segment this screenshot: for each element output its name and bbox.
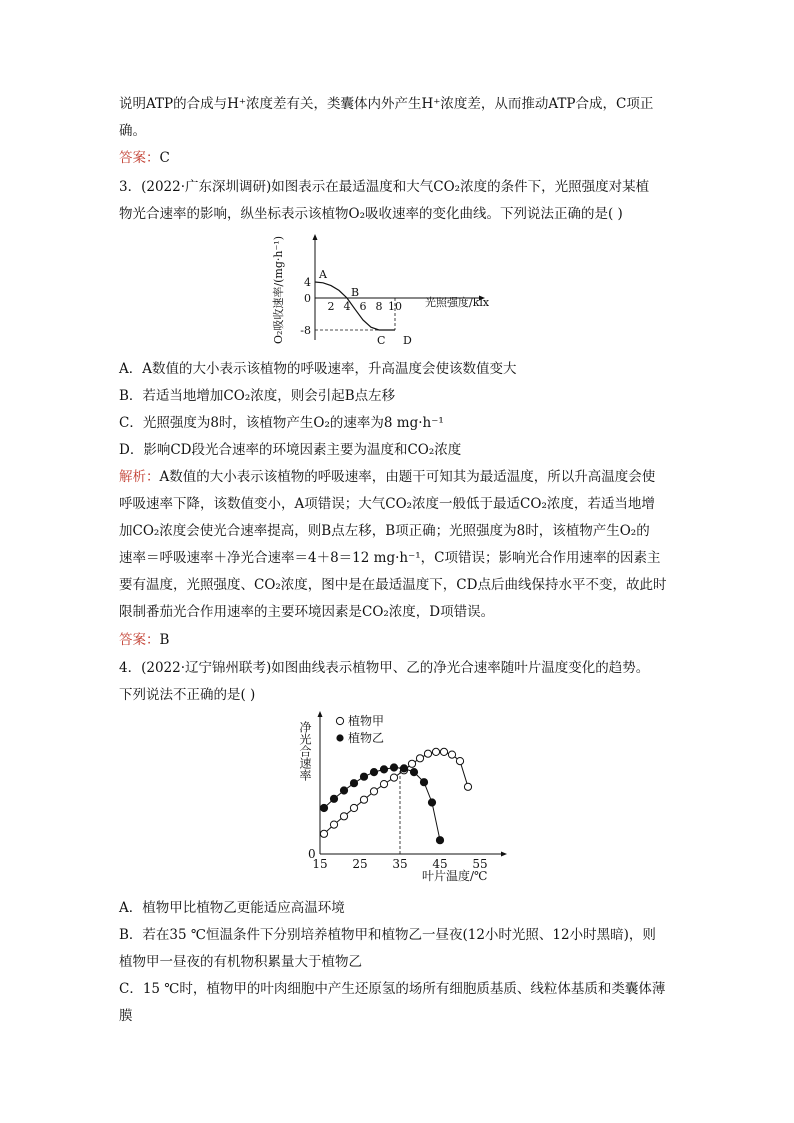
- y-tick-label: 4: [304, 276, 311, 289]
- data-point-jia: [440, 748, 447, 755]
- option-c: C．15 ℃时，植物甲的叶肉细胞中产生还原氢的场所有细胞质基质、线粒体基质和类囊体薄: [119, 981, 666, 997]
- legend-item-jia: 植物甲: [348, 714, 385, 728]
- question-3-stem: 物光合速率的影响，纵坐标表示该植物O₂吸收速率的变化曲线。下列说法正确的是( ): [119, 206, 623, 222]
- point-label-b: B: [351, 286, 360, 299]
- x-tick-label: 6: [359, 300, 367, 313]
- analysis-text: A数值的大小表示该植物的呼吸速率，由题干可知其为最适温度，所以升高温度会使: [159, 469, 656, 485]
- point-label-c: C: [377, 334, 386, 347]
- text-line: 确。: [119, 123, 146, 139]
- data-point-yi: [380, 766, 387, 773]
- answer-value: B: [159, 632, 170, 648]
- y-tick-label: -8: [300, 324, 311, 337]
- data-point-jia: [456, 758, 463, 765]
- x-axis-label: 叶片温度/℃: [422, 869, 488, 883]
- data-point-jia: [390, 774, 397, 781]
- data-point-yi: [436, 837, 443, 844]
- option-b: B．若适当地增加CO₂浓度，则会引起B点左移: [119, 388, 396, 404]
- data-point-jia: [424, 750, 431, 757]
- data-point-jia: [360, 796, 367, 803]
- option-d: D．影响CD段光合速率的环境因素主要为温度和CO₂浓度: [119, 442, 462, 458]
- data-point-jia: [408, 760, 415, 767]
- data-point-jia: [320, 830, 327, 837]
- text-line: 说明ATP的合成与H⁺浓度差有关，类囊体内外产生H⁺浓度差，从而推动ATP合成，C项正: [119, 96, 654, 112]
- analysis-line: 呼吸速率下降，该数值变小，A项错误；大气CO₂浓度一般低于最适CO₂浓度，若适当地增: [119, 496, 655, 512]
- data-point-yi: [340, 787, 347, 794]
- data-point-yi: [350, 780, 357, 787]
- data-point-jia: [448, 751, 455, 758]
- analysis-line: 加CO₂浓度会使光合速率提高，则B点左移，B项正确；光照强度为8时，该植物产生O₂的: [119, 523, 650, 539]
- data-point-jia: [464, 783, 471, 790]
- y-axis-label: O₂吸收速率/(mg·h⁻¹): [272, 236, 285, 344]
- x-tick-label: 25: [352, 857, 368, 871]
- analysis-line: 要有温度，光照强度、CO₂浓度，图中是在最适温度下，CD点后曲线保持水平不变，故此时: [119, 577, 667, 593]
- point-label-a: A: [319, 268, 327, 281]
- x-tick-label: 8: [375, 300, 383, 313]
- data-point-jia: [330, 821, 337, 828]
- question-4-stem: 下列说法不正确的是( ): [119, 687, 256, 703]
- y-axis-label: 净光合速率: [298, 721, 312, 781]
- analysis-label: 解析：: [119, 469, 160, 485]
- data-point-yi: [410, 769, 417, 776]
- origin-label: 0: [308, 847, 316, 861]
- data-point-jia: [370, 788, 377, 795]
- x-tick-label: 45: [432, 857, 448, 871]
- data-point-yi: [428, 799, 435, 806]
- data-point-yi: [420, 779, 427, 786]
- legend-item-yi: 植物乙: [348, 731, 385, 745]
- analysis-line: 速率＝呼吸速率＋净光合速率＝4＋8＝12 mg·h⁻¹，C项错误；影响光合作用速率的因素主: [119, 550, 661, 566]
- data-point-jia: [340, 813, 347, 820]
- x-tick-label: 15: [312, 857, 328, 871]
- data-point-jia: [350, 804, 357, 811]
- answer-label: 答案：: [119, 150, 160, 166]
- data-point-jia: [416, 755, 423, 762]
- x-axis-label: 光照强度/klx: [425, 296, 490, 309]
- data-point-yi: [400, 765, 407, 772]
- data-point-yi: [320, 804, 327, 811]
- chart-net-photosynthesis: [292, 706, 518, 886]
- point-label-d: D: [403, 334, 412, 347]
- x-tick-label: 35: [392, 857, 408, 871]
- option-b: B．若在35 ℃恒温条件下分别培养植物甲和植物乙一昼夜(12小时光照、12小时黑暗)，则: [119, 927, 656, 943]
- chart-o2-absorption: [270, 228, 500, 348]
- data-point-yi: [360, 773, 367, 780]
- x-tick-label: 10: [388, 300, 402, 313]
- answer-line: [119, 630, 169, 650]
- option-a: A．A数值的大小表示该植物的呼吸速率，升高温度会使该数值变大: [119, 361, 517, 377]
- answer-value: C: [159, 150, 170, 166]
- option-b-cont: 植物甲一昼夜的有机物积累量大于植物乙: [119, 954, 362, 970]
- answer-line: [119, 148, 170, 168]
- data-point-yi: [370, 769, 377, 776]
- question-4-stem: 4．(2022·辽宁锦州联考)如图曲线表示植物甲、乙的净光合速率随叶片温度变化的趋势。: [119, 660, 650, 676]
- question-3-stem: 3．(2022·广东深圳调研)如图表示在最适温度和大气CO₂浓度的条件下，光照强度对某植: [119, 179, 650, 195]
- x-tick-label: 4: [343, 300, 351, 313]
- analysis-line: [119, 467, 655, 487]
- data-point-yi: [330, 795, 337, 802]
- y-tick-label: 0: [304, 292, 311, 305]
- x-tick-label: 2: [327, 300, 335, 313]
- option-c: C．光照强度为8时，该植物产生O₂的速率为8 mg·h⁻¹: [119, 415, 444, 431]
- analysis-line: 限制番茄光合作用速率的主要环境因素是CO₂浓度，D项错误。: [119, 604, 495, 620]
- data-point-jia: [380, 781, 387, 788]
- data-point-yi: [390, 764, 397, 771]
- option-a: A．植物甲比植物乙更能适应高温环境: [119, 900, 345, 916]
- option-c-cont: 膜: [119, 1008, 133, 1024]
- data-point-jia: [432, 748, 439, 755]
- x-tick-label: 55: [472, 857, 488, 871]
- answer-label: 答案：: [119, 632, 160, 648]
